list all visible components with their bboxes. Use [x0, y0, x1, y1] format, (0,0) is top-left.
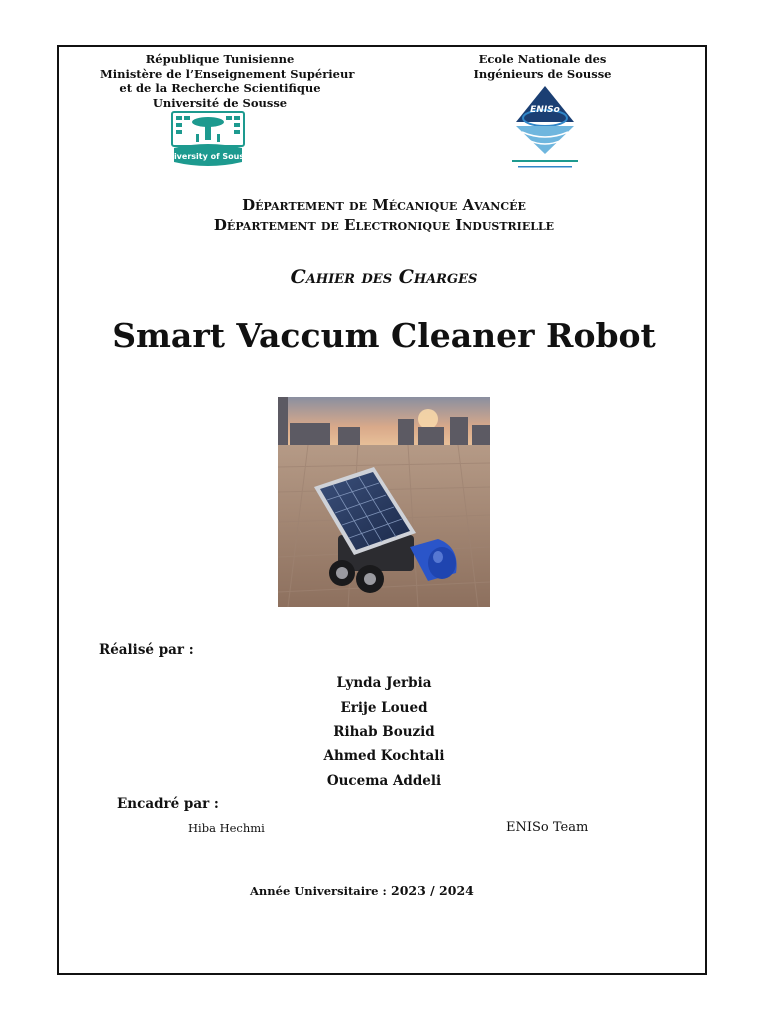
- page-title: Smart Vaccum Cleaner Robot: [112, 316, 656, 355]
- university-of-sousse-logo: [161, 110, 255, 170]
- member-name: Lynda Jerbia: [336, 675, 432, 691]
- document-type: Cahier des Charges: [290, 266, 478, 288]
- header-line: Ecole Nationale des: [478, 52, 607, 66]
- realise-par-label: Réalisé par :: [99, 642, 194, 658]
- eniso-logo: [500, 82, 590, 174]
- supervisor-team: ENISo Team: [506, 820, 589, 835]
- school-header: [470, 52, 615, 81]
- header-line: République Tunisienne: [145, 52, 295, 66]
- header-line: Ingénieurs de Sousse: [473, 66, 612, 81]
- ministry-header: [100, 52, 355, 110]
- encadre-par-label: Encadré par :: [117, 796, 219, 812]
- member-name: Rihab Bouzid: [333, 724, 435, 740]
- solar-robot-photo: [278, 397, 490, 607]
- department-line: Département de Mécanique Avancée: [242, 196, 526, 214]
- academic-year-value: 2023 / 2024: [391, 883, 474, 898]
- member-name: Ahmed Kochtali: [323, 748, 445, 764]
- member-name: Erije Loued: [340, 700, 428, 716]
- department-line: Département de Electronique Industrielle: [213, 216, 555, 234]
- member-name: Oucema Addeli: [326, 773, 442, 789]
- header-line: Université de Sousse: [152, 95, 288, 110]
- svg-text:University of Sousse: University of Sousse: [161, 152, 255, 161]
- academic-year-label: Année Universitaire :: [250, 884, 387, 898]
- supervisor-name: Hiba Hechmi: [188, 821, 265, 835]
- header-line: et de la Recherche Scientifique: [119, 81, 321, 95]
- header-line: Ministère de l’Enseignement Supérieur: [100, 66, 355, 81]
- svg-text:ENISo: ENISo: [530, 105, 560, 115]
